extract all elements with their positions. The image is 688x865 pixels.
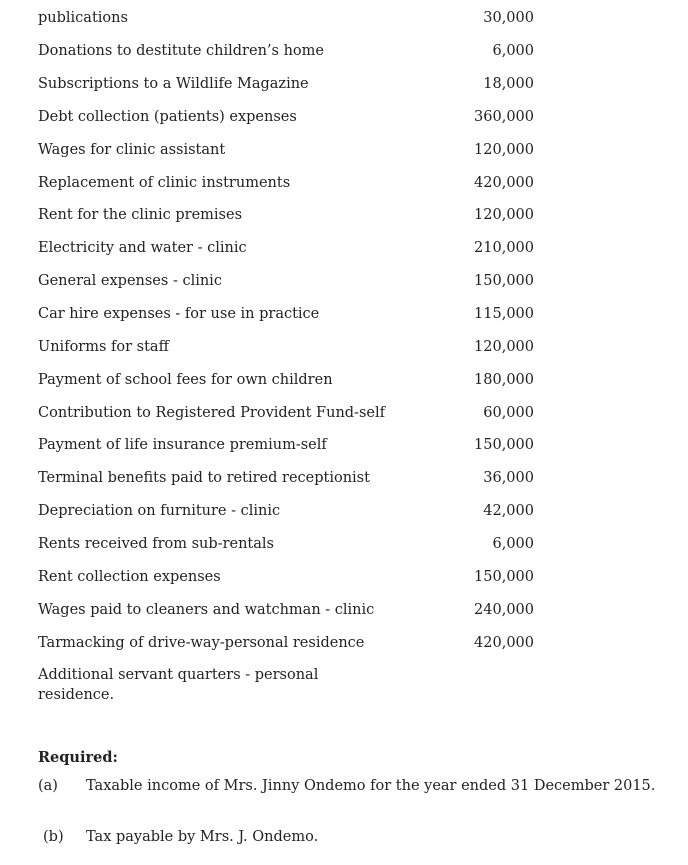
expense-row bbox=[38, 403, 534, 423]
item-label: Wages for clinic assistant bbox=[38, 142, 226, 158]
expense-row bbox=[38, 41, 534, 61]
item-label: Wages paid to cleaners and watchman - clinic bbox=[38, 602, 375, 618]
item-label: Contribution to Registered Provident Fund-self bbox=[38, 405, 385, 421]
item-label: Additional servant quarters - personal residence. bbox=[38, 667, 319, 703]
item-amount: 60,000 bbox=[483, 405, 534, 421]
item-label: Replacement of clinic instruments bbox=[38, 175, 291, 191]
item-label: Terminal benefits paid to retired receptionist bbox=[38, 470, 370, 486]
item-amount: 210,000 bbox=[474, 240, 534, 256]
item-amount: 150,000 bbox=[474, 273, 534, 289]
required-part-b bbox=[43, 827, 643, 847]
item-amount: 180,000 bbox=[474, 372, 534, 388]
item-label: Payment of life insurance premium-self bbox=[38, 437, 327, 453]
item-amount: 42,000 bbox=[483, 503, 534, 519]
item-label: Donations to destitute children’s home bbox=[38, 43, 324, 59]
expense-row bbox=[38, 238, 534, 258]
part-marker: (a) bbox=[38, 778, 58, 794]
item-label: Depreciation on furniture - clinic bbox=[38, 503, 281, 519]
item-label: Subscriptions to a Wildlife Magazine bbox=[38, 76, 309, 92]
expense-row bbox=[38, 205, 534, 225]
required-part-a bbox=[38, 776, 668, 796]
item-label: Uniforms for staff bbox=[38, 339, 169, 355]
item-label: Car hire expenses - for use in practice bbox=[38, 306, 320, 322]
item-label: Rent collection expenses bbox=[38, 569, 221, 585]
item-amount: 420,000 bbox=[474, 635, 534, 651]
item-amount: 420,000 bbox=[474, 175, 534, 191]
expense-row bbox=[38, 304, 534, 324]
item-label: Electricity and water - clinic bbox=[38, 240, 247, 256]
item-label: Tarmacking of drive-way-personal residence bbox=[38, 635, 365, 651]
item-amount: 120,000 bbox=[474, 142, 534, 158]
expense-row bbox=[38, 140, 534, 160]
item-label: Debt collection (patients) expenses bbox=[38, 109, 297, 125]
item-amount: 30,000 bbox=[483, 10, 534, 26]
expense-row bbox=[38, 665, 534, 705]
expense-row bbox=[38, 173, 534, 193]
part-marker: (b) bbox=[43, 829, 64, 845]
expense-row bbox=[38, 271, 534, 291]
expense-row bbox=[38, 107, 534, 127]
expense-row bbox=[38, 337, 534, 357]
item-amount: 36,000 bbox=[483, 470, 534, 486]
item-amount: 150,000 bbox=[474, 437, 534, 453]
item-label: Rent for the clinic premises bbox=[38, 207, 243, 223]
expense-row bbox=[38, 567, 534, 587]
expense-row bbox=[38, 370, 534, 390]
expense-row bbox=[38, 74, 534, 94]
expense-row bbox=[38, 8, 534, 28]
item-label: General expenses - clinic bbox=[38, 273, 222, 289]
item-label: Rents received from sub-rentals bbox=[38, 536, 274, 552]
item-label: publications bbox=[38, 10, 128, 26]
expense-row bbox=[38, 633, 534, 653]
item-amount: 115,000 bbox=[474, 306, 534, 322]
item-amount: 18,000 bbox=[483, 76, 534, 92]
item-amount: 120,000 bbox=[474, 339, 534, 355]
item-amount: 6,000 bbox=[492, 43, 534, 59]
item-amount: 6,000 bbox=[492, 536, 534, 552]
required-heading: Required: bbox=[38, 749, 118, 766]
expense-row bbox=[38, 600, 534, 620]
item-amount: 360,000 bbox=[474, 109, 534, 125]
part-text: Tax payable by Mrs. J. Ondemo. bbox=[86, 829, 319, 845]
item-amount: 150,000 bbox=[474, 569, 534, 585]
expense-row bbox=[38, 468, 534, 488]
item-amount: 120,000 bbox=[474, 207, 534, 223]
expense-row bbox=[38, 534, 534, 554]
expense-row bbox=[38, 501, 534, 521]
item-amount: 240,000 bbox=[474, 602, 534, 618]
part-text: Taxable income of Mrs. Jinny Ondemo for the year ended 31 December 2015. bbox=[86, 778, 656, 794]
expense-row bbox=[38, 435, 534, 455]
item-label: Payment of school fees for own children bbox=[38, 372, 333, 388]
